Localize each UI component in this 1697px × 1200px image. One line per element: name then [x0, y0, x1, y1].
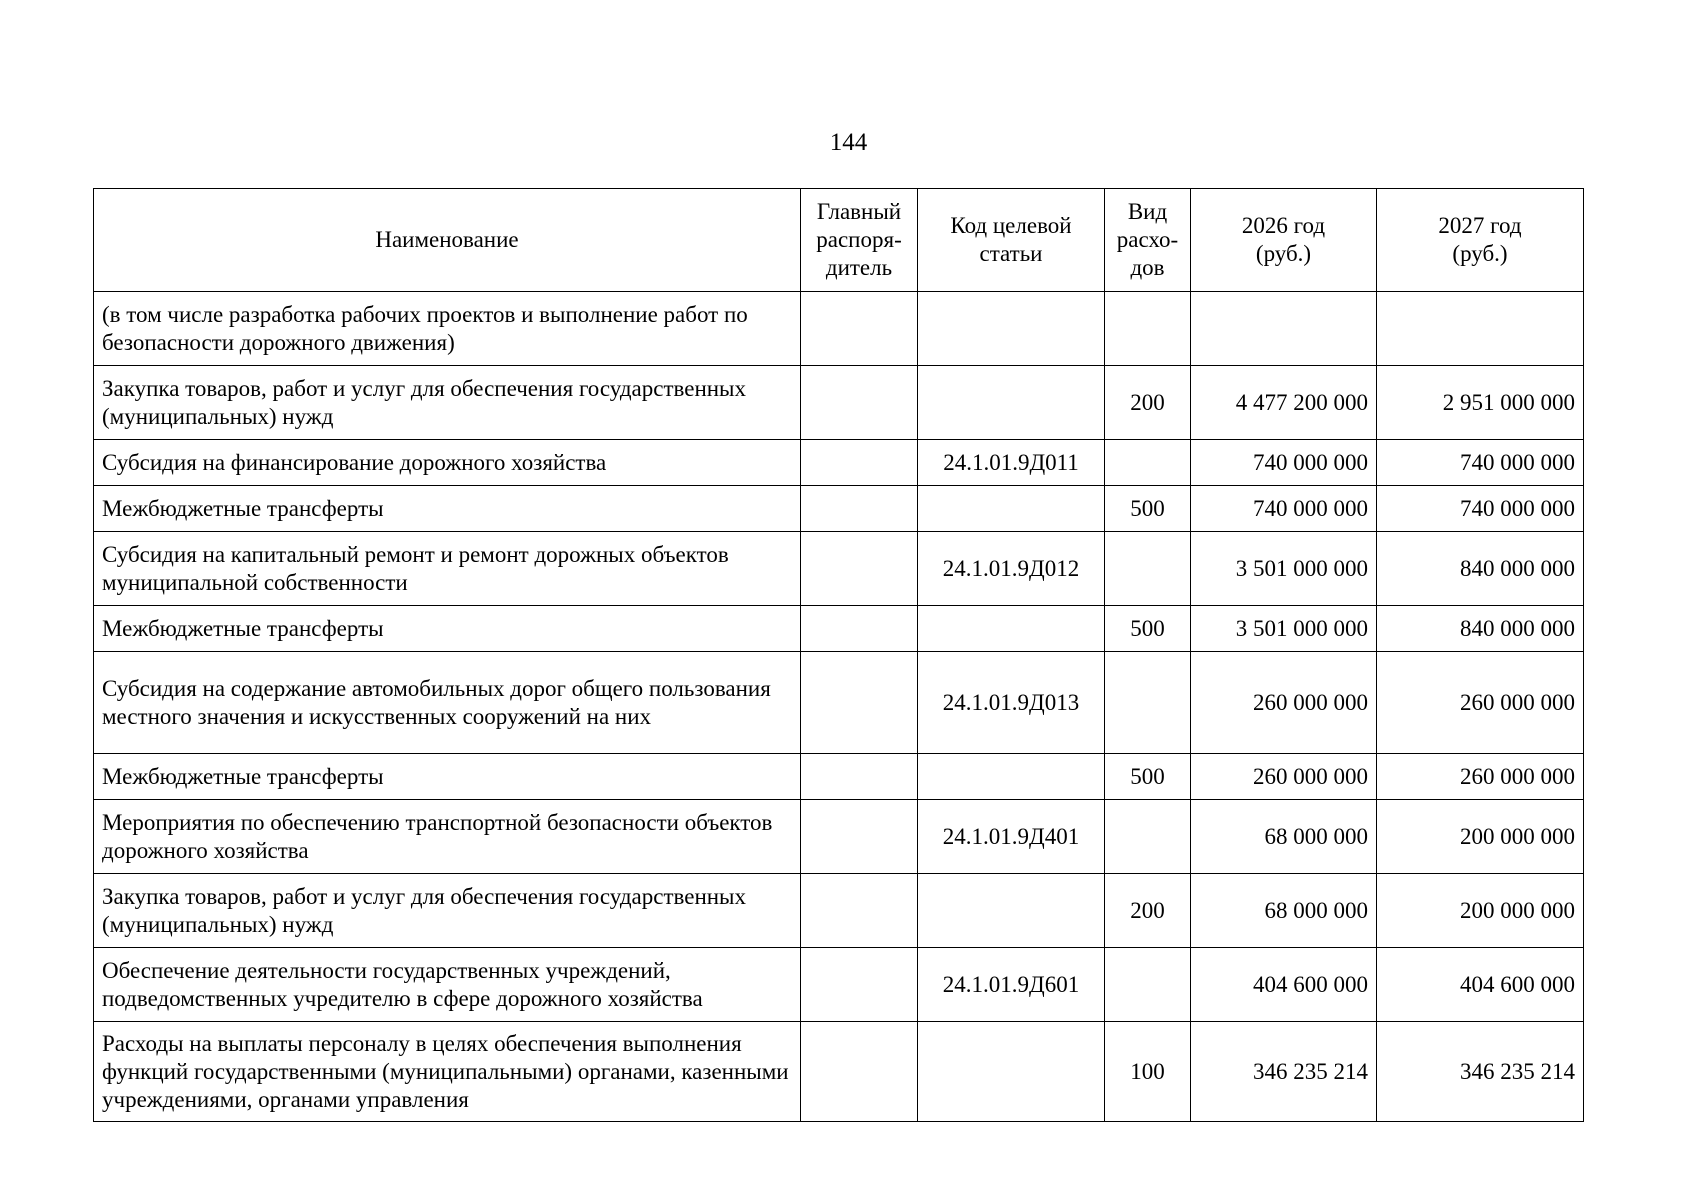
row-amount-2026: 260 000 000 [1191, 652, 1377, 754]
row-amount-2027: 740 000 000 [1377, 440, 1584, 486]
row-manager [801, 486, 918, 532]
row-amount-2026 [1191, 292, 1377, 366]
row-name: Межбюджетные трансферты [94, 486, 801, 532]
table-header-row [94, 189, 1584, 292]
row-expense-type: 200 [1105, 874, 1191, 948]
header-2026: 2026 год (руб.) [1191, 189, 1377, 292]
row-expense-type [1105, 652, 1191, 754]
row-manager [801, 800, 918, 874]
row-expense-type: 200 [1105, 366, 1191, 440]
header-expense-type: Вид расхо- дов [1105, 189, 1191, 292]
row-amount-2027: 840 000 000 [1377, 606, 1584, 652]
row-expense-type: 100 [1105, 1022, 1191, 1122]
table-row [94, 292, 1584, 366]
row-name: Мероприятия по обеспечению транспортной безопасности объектов дорожного хозяйства [94, 800, 801, 874]
table-row [94, 800, 1584, 874]
row-amount-2027: 740 000 000 [1377, 486, 1584, 532]
row-manager [801, 292, 918, 366]
row-amount-2027: 346 235 214 [1377, 1022, 1584, 1122]
row-code: 24.1.01.9Д012 [918, 532, 1105, 606]
table-row [94, 874, 1584, 948]
row-expense-type: 500 [1105, 754, 1191, 800]
table-row [94, 1022, 1584, 1122]
row-expense-type [1105, 440, 1191, 486]
row-name: Расходы на выплаты персоналу в целях обеспечения выполнения функций государственными (муниципальными) органами, казенными учреждениями, органами управления [94, 1022, 801, 1122]
row-amount-2027: 200 000 000 [1377, 874, 1584, 948]
table-row [94, 652, 1584, 754]
row-code [918, 1022, 1105, 1122]
row-manager [801, 440, 918, 486]
row-code [918, 754, 1105, 800]
row-code: 24.1.01.9Д011 [918, 440, 1105, 486]
table-row [94, 486, 1584, 532]
table-row [94, 532, 1584, 606]
page-number: 144 [829, 129, 868, 156]
header-name: Наименование [94, 189, 801, 292]
row-manager [801, 532, 918, 606]
row-code: 24.1.01.9Д401 [918, 800, 1105, 874]
table-row [94, 754, 1584, 800]
row-amount-2026: 3 501 000 000 [1191, 606, 1377, 652]
row-amount-2027 [1377, 292, 1584, 366]
table-row [94, 606, 1584, 652]
row-amount-2027: 2 951 000 000 [1377, 366, 1584, 440]
row-name: Обеспечение деятельности государственных учреждений, подведомственных учредителю в сфере дорожного хозяйства [94, 948, 801, 1022]
row-amount-2026: 68 000 000 [1191, 874, 1377, 948]
row-amount-2027: 840 000 000 [1377, 532, 1584, 606]
row-amount-2026: 740 000 000 [1191, 440, 1377, 486]
row-name: Межбюджетные трансферты [94, 606, 801, 652]
table-row [94, 440, 1584, 486]
row-code: 24.1.01.9Д013 [918, 652, 1105, 754]
row-code: 24.1.01.9Д601 [918, 948, 1105, 1022]
row-name: Субсидия на финансирование дорожного хозяйства [94, 440, 801, 486]
row-amount-2026: 68 000 000 [1191, 800, 1377, 874]
row-code [918, 606, 1105, 652]
row-expense-type: 500 [1105, 606, 1191, 652]
row-manager [801, 874, 918, 948]
row-name: Субсидия на содержание автомобильных дорог общего пользования местного значения и искусственных сооружений на них [94, 652, 801, 754]
row-amount-2027: 260 000 000 [1377, 652, 1584, 754]
row-expense-type [1105, 292, 1191, 366]
row-code [918, 292, 1105, 366]
row-manager [801, 366, 918, 440]
header-manager: Главный распоря- дитель [801, 189, 918, 292]
row-amount-2027: 260 000 000 [1377, 754, 1584, 800]
row-amount-2026: 4 477 200 000 [1191, 366, 1377, 440]
row-name: Закупка товаров, работ и услуг для обеспечения государственных (муниципальных) нужд [94, 874, 801, 948]
row-manager [801, 1022, 918, 1122]
row-amount-2026: 404 600 000 [1191, 948, 1377, 1022]
row-amount-2026: 346 235 214 [1191, 1022, 1377, 1122]
row-code [918, 366, 1105, 440]
row-amount-2026: 740 000 000 [1191, 486, 1377, 532]
row-expense-type: 500 [1105, 486, 1191, 532]
row-name: Закупка товаров, работ и услуг для обеспечения государственных (муниципальных) нужд [94, 366, 801, 440]
row-expense-type [1105, 800, 1191, 874]
header-code: Код целевой статьи [918, 189, 1105, 292]
row-name: (в том числе разработка рабочих проектов и выполнение работ по безопасности дорожного движения) [94, 292, 801, 366]
row-code [918, 874, 1105, 948]
row-manager [801, 652, 918, 754]
row-expense-type [1105, 948, 1191, 1022]
row-amount-2026: 3 501 000 000 [1191, 532, 1377, 606]
row-amount-2027: 200 000 000 [1377, 800, 1584, 874]
table-row [94, 948, 1584, 1022]
row-expense-type [1105, 532, 1191, 606]
table-row [94, 366, 1584, 440]
budget-table [93, 188, 1584, 1122]
row-manager [801, 754, 918, 800]
header-2027: 2027 год (руб.) [1377, 189, 1584, 292]
row-amount-2026: 260 000 000 [1191, 754, 1377, 800]
row-amount-2027: 404 600 000 [1377, 948, 1584, 1022]
row-code [918, 486, 1105, 532]
row-manager [801, 606, 918, 652]
row-manager [801, 948, 918, 1022]
row-name: Субсидия на капитальный ремонт и ремонт дорожных объектов муниципальной собственности [94, 532, 801, 606]
row-name: Межбюджетные трансферты [94, 754, 801, 800]
